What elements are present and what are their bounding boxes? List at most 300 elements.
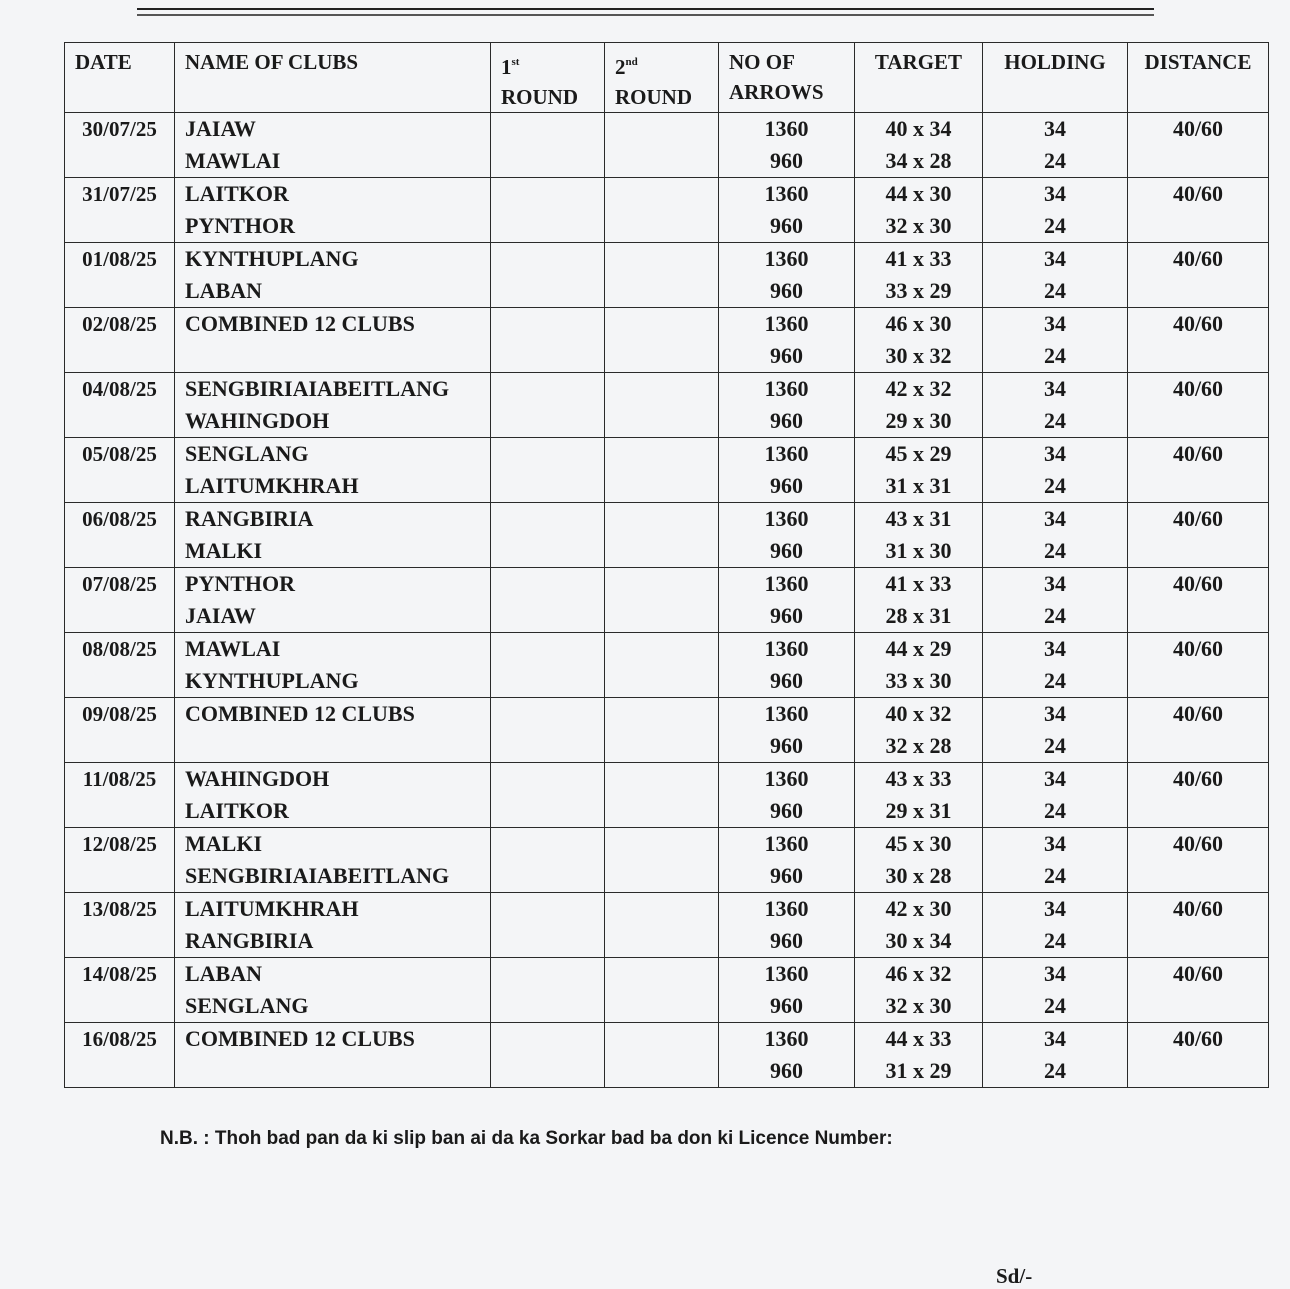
arrows-2: 960 xyxy=(770,668,803,693)
holding-1: 34 xyxy=(1044,1026,1066,1051)
club-name-2 xyxy=(185,1055,480,1087)
target-2: 28 x 31 xyxy=(885,603,952,628)
holding-1: 34 xyxy=(1044,311,1066,336)
date-cell xyxy=(65,763,175,828)
signature: Sd/- xyxy=(996,1264,1033,1288)
round2-cell xyxy=(605,178,719,243)
date-cell xyxy=(65,438,175,503)
clubs-cell xyxy=(175,243,491,308)
holding-1: 34 xyxy=(1044,636,1066,661)
target-2: 29 x 30 xyxy=(885,408,952,433)
clubs-cell xyxy=(175,113,491,178)
arrows-2: 960 xyxy=(770,733,803,758)
holding-2: 24 xyxy=(1044,928,1066,953)
club-name-1: LAITKOR xyxy=(185,181,289,206)
holding-1: 34 xyxy=(1044,441,1066,466)
distance-cell xyxy=(1128,958,1269,1023)
round1-suffix: st xyxy=(511,56,520,68)
holding-2: 24 xyxy=(1044,278,1066,303)
holding-2: 24 xyxy=(1044,343,1066,368)
table-row xyxy=(65,438,1269,503)
arrows-1: 1360 xyxy=(764,831,809,856)
holding-cell xyxy=(983,503,1128,568)
holding-1: 34 xyxy=(1044,116,1066,141)
arrows-2: 960 xyxy=(770,538,803,563)
table-row xyxy=(65,958,1269,1023)
header-arrows xyxy=(719,43,855,113)
arrows-cell xyxy=(719,503,855,568)
distance-cell xyxy=(1128,633,1269,698)
club-name-1: COMBINED 12 CLUBS xyxy=(185,1026,415,1051)
round1-word: ROUND xyxy=(501,85,578,109)
header-distance: DISTANCE xyxy=(1128,43,1269,113)
clubs-cell xyxy=(175,763,491,828)
round2-cell xyxy=(605,113,719,178)
target-2: 30 x 34 xyxy=(885,928,952,953)
target-1: 44 x 30 xyxy=(885,181,952,206)
distance-cell xyxy=(1128,1023,1269,1088)
round1-cell xyxy=(491,438,605,503)
holding-2: 24 xyxy=(1044,733,1066,758)
club-name-2: LABAN xyxy=(185,278,263,303)
date-text: 13/08/25 xyxy=(82,897,157,921)
date-cell xyxy=(65,1023,175,1088)
holding-cell xyxy=(983,633,1128,698)
round1-cell xyxy=(491,958,605,1023)
arrows-1: 1360 xyxy=(764,116,809,141)
round2-cell xyxy=(605,373,719,438)
date-text: 14/08/25 xyxy=(82,962,157,986)
arrows-2: 960 xyxy=(770,863,803,888)
round1-cell xyxy=(491,568,605,633)
round1-cell xyxy=(491,893,605,958)
club-name-1: PYNTHOR xyxy=(185,571,295,596)
round2-cell xyxy=(605,243,719,308)
target-cell xyxy=(855,373,983,438)
club-name-2: PYNTHOR xyxy=(185,213,295,238)
distance-cell xyxy=(1128,503,1269,568)
date-text: 07/08/25 xyxy=(82,572,157,596)
holding-cell xyxy=(983,438,1128,503)
holding-1: 34 xyxy=(1044,701,1066,726)
distance-cell xyxy=(1128,373,1269,438)
arrows-cell xyxy=(719,633,855,698)
arrows-cell xyxy=(719,438,855,503)
club-name-1: SENGBIRIAIABEITLANG xyxy=(185,376,450,401)
club-name-2: KYNTHUPLANG xyxy=(185,668,359,693)
round2-cell xyxy=(605,1023,719,1088)
target-cell xyxy=(855,503,983,568)
round2-number: 2 xyxy=(615,55,626,79)
club-name-2: MAWLAI xyxy=(185,148,281,173)
round2-cell xyxy=(605,828,719,893)
arrows-1: 1360 xyxy=(764,1026,809,1051)
club-name-2 xyxy=(185,340,480,372)
holding-cell xyxy=(983,893,1128,958)
holding-cell xyxy=(983,1023,1128,1088)
holding-cell xyxy=(983,958,1128,1023)
clubs-cell xyxy=(175,958,491,1023)
date-text: 11/08/25 xyxy=(82,767,157,791)
holding-cell xyxy=(983,698,1128,763)
club-name-1: MAWLAI xyxy=(185,636,281,661)
arrows-cell xyxy=(719,893,855,958)
target-1: 42 x 30 xyxy=(885,896,952,921)
arrows-2: 960 xyxy=(770,408,803,433)
arrows-1: 1360 xyxy=(764,441,809,466)
distance-text: 40/60 xyxy=(1172,116,1224,141)
arrows-2: 960 xyxy=(770,798,803,823)
round2-cell xyxy=(605,503,719,568)
date-text: 31/07/25 xyxy=(82,182,157,206)
arrows-cell xyxy=(719,568,855,633)
target-1: 42 x 32 xyxy=(885,376,952,401)
round1-cell xyxy=(491,1023,605,1088)
target-cell xyxy=(855,178,983,243)
date-text: 30/07/25 xyxy=(82,117,157,141)
round1-cell xyxy=(491,308,605,373)
date-cell xyxy=(65,893,175,958)
clubs-cell xyxy=(175,373,491,438)
holding-cell xyxy=(983,243,1128,308)
holding-cell xyxy=(983,568,1128,633)
holding-2: 24 xyxy=(1044,148,1066,173)
distance-text: 40/60 xyxy=(1172,896,1224,921)
target-cell xyxy=(855,568,983,633)
table-row xyxy=(65,698,1269,763)
round1-cell xyxy=(491,178,605,243)
clubs-cell xyxy=(175,178,491,243)
round1-cell xyxy=(491,113,605,178)
target-cell xyxy=(855,438,983,503)
round2-suffix: nd xyxy=(625,56,638,68)
holding-1: 34 xyxy=(1044,246,1066,271)
distance-cell xyxy=(1128,698,1269,763)
holding-1: 34 xyxy=(1044,961,1066,986)
distance-text: 40/60 xyxy=(1172,701,1224,726)
arrows-2: 960 xyxy=(770,928,803,953)
holding-2: 24 xyxy=(1044,1058,1066,1083)
target-2: 31 x 30 xyxy=(885,538,952,563)
holding-1: 34 xyxy=(1044,376,1066,401)
header-holding: HOLDING xyxy=(983,43,1128,113)
holding-2: 24 xyxy=(1044,993,1066,1018)
arrows-1: 1360 xyxy=(764,636,809,661)
distance-text: 40/60 xyxy=(1172,441,1224,466)
round2-cell xyxy=(605,633,719,698)
header-clubs: NAME OF CLUBS xyxy=(175,43,491,113)
date-cell xyxy=(65,958,175,1023)
table-row xyxy=(65,1023,1269,1088)
date-cell xyxy=(65,828,175,893)
holding-2: 24 xyxy=(1044,863,1066,888)
club-name-1: SENGLANG xyxy=(185,441,309,466)
round2-word: ROUND xyxy=(615,85,692,109)
target-1: 46 x 30 xyxy=(885,311,952,336)
date-cell xyxy=(65,113,175,178)
date-text: 16/08/25 xyxy=(82,1027,157,1051)
holding-1: 34 xyxy=(1044,571,1066,596)
date-text: 05/08/25 xyxy=(82,442,157,466)
club-name-1: KYNTHUPLANG xyxy=(185,246,359,271)
round1-cell xyxy=(491,633,605,698)
club-name-2: WAHINGDOH xyxy=(185,408,330,433)
round1-cell xyxy=(491,828,605,893)
clubs-cell xyxy=(175,503,491,568)
header-date: DATE xyxy=(65,43,175,113)
target-1: 44 x 29 xyxy=(885,636,952,661)
holding-1: 34 xyxy=(1044,831,1066,856)
date-text: 06/08/25 xyxy=(82,507,157,531)
holding-2: 24 xyxy=(1044,538,1066,563)
distance-cell xyxy=(1128,308,1269,373)
round1-number: 1 xyxy=(501,55,512,79)
club-name-2: JAIAW xyxy=(185,603,256,628)
distance-text: 40/60 xyxy=(1172,181,1224,206)
clubs-cell xyxy=(175,893,491,958)
holding-2: 24 xyxy=(1044,603,1066,628)
target-1: 40 x 32 xyxy=(885,701,952,726)
table-row xyxy=(65,178,1269,243)
table-row xyxy=(65,503,1269,568)
holding-2: 24 xyxy=(1044,408,1066,433)
target-1: 41 x 33 xyxy=(885,246,952,271)
club-name-2: MALKI xyxy=(185,538,262,563)
header-row xyxy=(65,43,1269,113)
date-text: 09/08/25 xyxy=(82,702,157,726)
target-2: 34 x 28 xyxy=(885,148,952,173)
arrows-2: 960 xyxy=(770,213,803,238)
distance-text: 40/60 xyxy=(1172,636,1224,661)
arrows-1: 1360 xyxy=(764,181,809,206)
club-name-2 xyxy=(185,730,480,762)
club-name-1: WAHINGDOH xyxy=(185,766,330,791)
target-2: 32 x 28 xyxy=(885,733,952,758)
club-name-1: RANGBIRIA xyxy=(185,506,314,531)
arrows-1: 1360 xyxy=(764,961,809,986)
target-1: 45 x 30 xyxy=(885,831,952,856)
date-text: 02/08/25 xyxy=(82,312,157,336)
clubs-cell xyxy=(175,438,491,503)
target-1: 45 x 29 xyxy=(885,441,952,466)
club-name-1: COMBINED 12 CLUBS xyxy=(185,311,415,336)
holding-cell xyxy=(983,178,1128,243)
distance-text: 40/60 xyxy=(1172,376,1224,401)
table-row xyxy=(65,568,1269,633)
club-name-2: RANGBIRIA xyxy=(185,928,314,953)
arrows-1: 1360 xyxy=(764,376,809,401)
holding-cell xyxy=(983,113,1128,178)
date-cell xyxy=(65,698,175,763)
arrows-1: 1360 xyxy=(764,246,809,271)
holding-1: 34 xyxy=(1044,766,1066,791)
target-2: 31 x 29 xyxy=(885,1058,952,1083)
date-cell xyxy=(65,568,175,633)
arrows-1: 1360 xyxy=(764,896,809,921)
target-2: 32 x 30 xyxy=(885,993,952,1018)
distance-text: 40/60 xyxy=(1172,1026,1224,1051)
holding-2: 24 xyxy=(1044,668,1066,693)
arrows-2: 960 xyxy=(770,148,803,173)
distance-cell xyxy=(1128,763,1269,828)
date-cell xyxy=(65,243,175,308)
target-cell xyxy=(855,1023,983,1088)
round2-cell xyxy=(605,763,719,828)
distance-cell xyxy=(1128,828,1269,893)
distance-cell xyxy=(1128,438,1269,503)
date-cell xyxy=(65,373,175,438)
round2-cell xyxy=(605,958,719,1023)
header-round2 xyxy=(605,43,719,113)
distance-text: 40/60 xyxy=(1172,571,1224,596)
target-1: 46 x 32 xyxy=(885,961,952,986)
clubs-cell xyxy=(175,1023,491,1088)
club-name-1: MALKI xyxy=(185,831,262,856)
date-text: 04/08/25 xyxy=(82,377,157,401)
arrows-cell xyxy=(719,1023,855,1088)
date-text: 12/08/25 xyxy=(82,832,157,856)
holding-1: 34 xyxy=(1044,896,1066,921)
date-text: 01/08/25 xyxy=(82,247,157,271)
clubs-cell xyxy=(175,698,491,763)
round1-cell xyxy=(491,373,605,438)
target-1: 40 x 34 xyxy=(885,116,952,141)
distance-text: 40/60 xyxy=(1172,831,1224,856)
round2-cell xyxy=(605,698,719,763)
table-row xyxy=(65,308,1269,373)
arrows-1: 1360 xyxy=(764,701,809,726)
round1-cell xyxy=(491,763,605,828)
holding-cell xyxy=(983,308,1128,373)
target-2: 31 x 31 xyxy=(885,473,952,498)
arrows-2: 960 xyxy=(770,1058,803,1083)
table-row xyxy=(65,113,1269,178)
clubs-cell xyxy=(175,828,491,893)
round1-cell xyxy=(491,243,605,308)
target-cell xyxy=(855,763,983,828)
target-cell xyxy=(855,698,983,763)
target-2: 30 x 28 xyxy=(885,863,952,888)
club-name-1: LAITUMKHRAH xyxy=(185,896,359,921)
round1-cell xyxy=(491,698,605,763)
arrows-line1: NO OF xyxy=(729,50,795,74)
arrows-2: 960 xyxy=(770,343,803,368)
club-name-2: LAITKOR xyxy=(185,798,289,823)
date-text: 08/08/25 xyxy=(82,637,157,661)
arrows-cell xyxy=(719,113,855,178)
club-name-2: SENGLANG xyxy=(185,993,309,1018)
holding-cell xyxy=(983,763,1128,828)
target-cell xyxy=(855,828,983,893)
target-1: 43 x 31 xyxy=(885,506,952,531)
schedule-table xyxy=(64,42,1269,1088)
distance-text: 40/60 xyxy=(1172,311,1224,336)
target-2: 33 x 29 xyxy=(885,278,952,303)
arrows-1: 1360 xyxy=(764,571,809,596)
target-cell xyxy=(855,243,983,308)
arrows-2: 960 xyxy=(770,603,803,628)
target-2: 33 x 30 xyxy=(885,668,952,693)
distance-text: 40/60 xyxy=(1172,506,1224,531)
arrows-cell xyxy=(719,308,855,373)
target-cell xyxy=(855,958,983,1023)
arrows-2: 960 xyxy=(770,278,803,303)
clubs-cell xyxy=(175,568,491,633)
target-cell xyxy=(855,893,983,958)
arrows-1: 1360 xyxy=(764,506,809,531)
arrows-line2: ARROWS xyxy=(729,80,824,104)
date-cell xyxy=(65,308,175,373)
holding-2: 24 xyxy=(1044,213,1066,238)
distance-cell xyxy=(1128,568,1269,633)
clubs-cell xyxy=(175,308,491,373)
arrows-2: 960 xyxy=(770,993,803,1018)
target-cell xyxy=(855,113,983,178)
distance-cell xyxy=(1128,178,1269,243)
distance-cell xyxy=(1128,243,1269,308)
round2-cell xyxy=(605,438,719,503)
distance-cell xyxy=(1128,893,1269,958)
table-row xyxy=(65,893,1269,958)
arrows-cell xyxy=(719,698,855,763)
target-cell xyxy=(855,308,983,373)
arrows-cell xyxy=(719,178,855,243)
header-round1 xyxy=(491,43,605,113)
arrows-cell xyxy=(719,243,855,308)
club-name-2: SENGBIRIAIABEITLANG xyxy=(185,863,450,888)
clubs-cell xyxy=(175,633,491,698)
distance-text: 40/60 xyxy=(1172,961,1224,986)
round2-cell xyxy=(605,308,719,373)
date-cell xyxy=(65,503,175,568)
arrows-cell xyxy=(719,373,855,438)
holding-2: 24 xyxy=(1044,473,1066,498)
club-name-1: LABAN xyxy=(185,961,263,986)
club-name-1: COMBINED 12 CLUBS xyxy=(185,701,415,726)
top-rule xyxy=(137,8,1154,16)
target-2: 30 x 32 xyxy=(885,343,952,368)
footer-note: N.B. : Thoh bad pan da ki slip ban ai da ka Sorkar bad ba don ki Licence Number: xyxy=(160,1128,893,1149)
distance-text: 40/60 xyxy=(1172,246,1224,271)
target-cell xyxy=(855,633,983,698)
arrows-cell xyxy=(719,828,855,893)
arrows-2: 960 xyxy=(770,473,803,498)
table-row xyxy=(65,373,1269,438)
club-name-2: LAITUMKHRAH xyxy=(185,473,359,498)
round2-cell xyxy=(605,568,719,633)
holding-1: 34 xyxy=(1044,181,1066,206)
target-1: 41 x 33 xyxy=(885,571,952,596)
date-cell xyxy=(65,178,175,243)
target-1: 43 x 33 xyxy=(885,766,952,791)
holding-cell xyxy=(983,373,1128,438)
target-2: 32 x 30 xyxy=(885,213,952,238)
arrows-cell xyxy=(719,958,855,1023)
holding-1: 34 xyxy=(1044,506,1066,531)
arrows-1: 1360 xyxy=(764,766,809,791)
holding-cell xyxy=(983,828,1128,893)
arrows-1: 1360 xyxy=(764,311,809,336)
distance-text: 40/60 xyxy=(1172,766,1224,791)
target-2: 29 x 31 xyxy=(885,798,952,823)
date-cell xyxy=(65,633,175,698)
round1-cell xyxy=(491,503,605,568)
distance-cell xyxy=(1128,113,1269,178)
header-target: TARGET xyxy=(855,43,983,113)
target-1: 44 x 33 xyxy=(885,1026,952,1051)
table-row xyxy=(65,243,1269,308)
holding-2: 24 xyxy=(1044,798,1066,823)
